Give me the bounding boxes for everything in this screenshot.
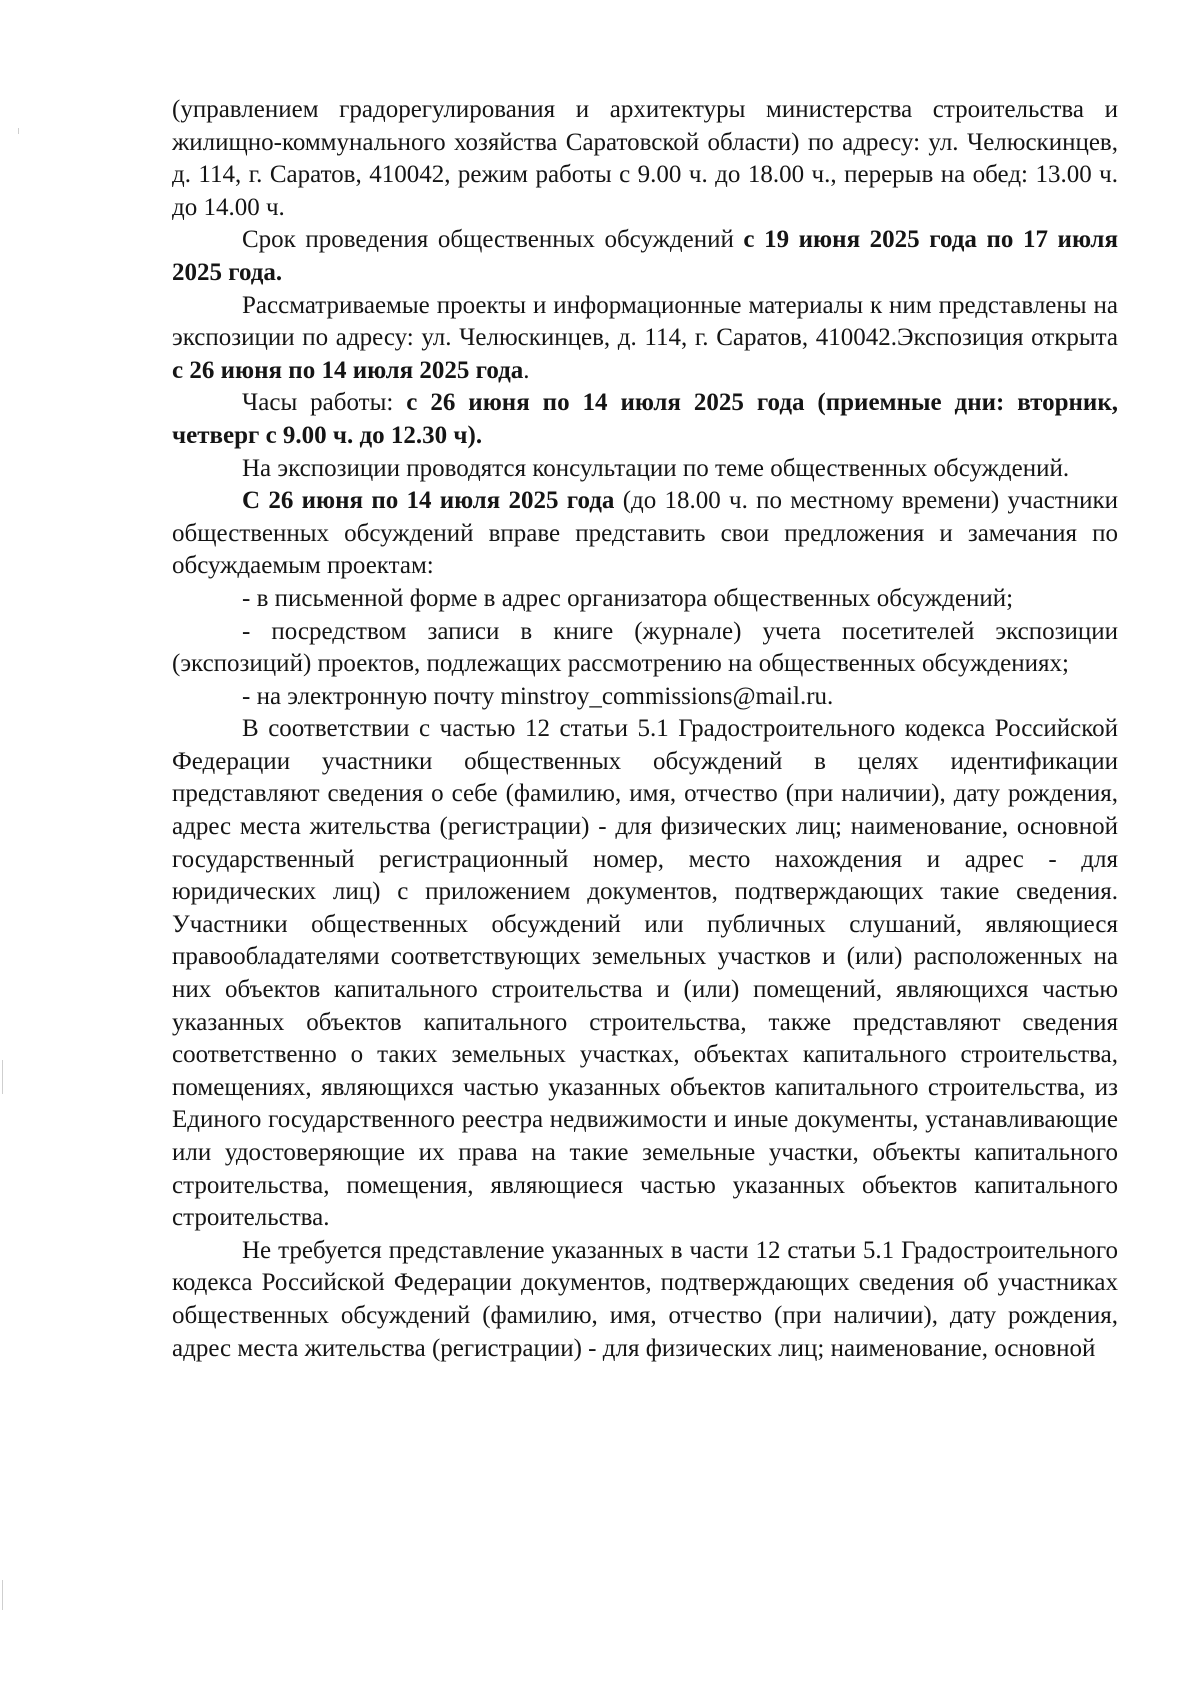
paragraph-proposals	[172, 485, 1118, 583]
paragraph-bold-text: с 26 июня по 14 июля 2025 года	[172, 356, 524, 384]
document-body	[172, 94, 1118, 1365]
scan-mark	[2, 1060, 3, 1094]
paragraph-hours	[172, 387, 1118, 452]
paragraph-text: - посредством записи в книге (журнале) учета посетителей экспозиции (экспозиций) проектов, подлежащих рассмотрению на общественных обсуждениях;	[172, 617, 1118, 678]
scan-mark	[18, 128, 19, 134]
paragraph-text: Срок проведения общественных обсуждений	[242, 226, 744, 254]
paragraph-text: Не требуется представление указанных в части 12 статьи 5.1 Градостроительного кодекса Российской Федерации документов, подтверждающих сведения об участниках общественных обсуждений (фамилию, имя, отчество (при наличии), дату рождения, адрес места жительства (регистрации) - для физических лиц; наименование, основной	[172, 1236, 1118, 1362]
paragraph-text: - на электронную почту minstroy_commissions@mail.ru.	[242, 682, 834, 710]
paragraph-bold-text: С 26 июня по 14 июля 2025 года	[242, 487, 615, 515]
paragraph-not-required	[172, 1235, 1118, 1365]
paragraph-exposition	[172, 290, 1118, 388]
paragraph-text: Часы работы:	[242, 389, 407, 417]
paragraph-tail: .	[523, 356, 530, 384]
paragraph-text: (до 18.00 ч. по местному времени) участники общественных обсуждений вправе представить свои предложения и замечания по обсуждаемым проектам:	[172, 487, 1118, 580]
list-item-journal	[172, 616, 1118, 681]
paragraph-text: Рассматриваемые проекты и информационные материалы к ним представлены на экспозиции по адресу: ул. Челюскинцев, д. 114, г. Саратов, 410042.Экспозиция открыта	[172, 291, 1118, 352]
paragraph-consultations	[172, 453, 1118, 486]
paragraph-text: На экспозиции проводятся консультации по теме общественных обсуждений.	[242, 454, 1070, 482]
list-item-email	[172, 681, 1118, 714]
paragraph-address	[172, 94, 1118, 224]
list-item-written	[172, 583, 1118, 616]
paragraph-bold-text: с 19 июня 2025 года по 17 июля 2025 года.	[172, 226, 1118, 286]
paragraph-text: (управлением градорегулирования и архитектуры министерства строительства и жилищно-коммунального хозяйства Саратовской области) по адресу: ул. Челюскинцев, д. 114, г. Саратов, 410042, режим работы с 9.00 ч. до 18.00 ч., перерыв на обед: 13.00 ч. до 14.00 ч.	[172, 96, 1118, 221]
paragraph-bold-text: с 26 июня по 14 июля 2025 года (приемные дни: вторник, четверг с 9.00 ч. до 12.30 ч).	[172, 389, 1118, 449]
paragraph-text: В соответствии с частью 12 статьи 5.1 Градостроительного кодекса Российской Федерации участники общественных обсуждений в целях идентификации представляют сведения о себе (фамилию, имя, отчество (при наличии), дату рождения, адрес места жительства (регистрации) - для физических лиц; наименование, основной государственный регистрационный номер, место нахождения и адрес - для юридических лиц) с приложением документов, подтверждающих такие сведения. Участники общественных обсуждений или публичных слушаний, являющиеся правообладателями соответствующих земельных участков и (или) расположенных на них объектов капитального строительства и (или) помещений, являющихся частью указанных объектов капитального строительства, также представляют сведения соответственно о таких земельных участках, объектах капитального строительства, помещениях, являющихся частью указанных объектов капитального строительства, из Единого государственного реестра недвижимости и иные документы, устанавливающие или удостоверяющие их права на такие земельные участки, объекты капитального строительства, помещения, являющиеся частью указанных объектов капитального строительства.	[172, 715, 1118, 1232]
scan-mark	[2, 1580, 3, 1610]
paragraph-term	[172, 224, 1118, 289]
paragraph-identification	[172, 713, 1118, 1235]
paragraph-text: - в письменной форме в адрес организатора общественных обсуждений;	[242, 584, 1014, 612]
